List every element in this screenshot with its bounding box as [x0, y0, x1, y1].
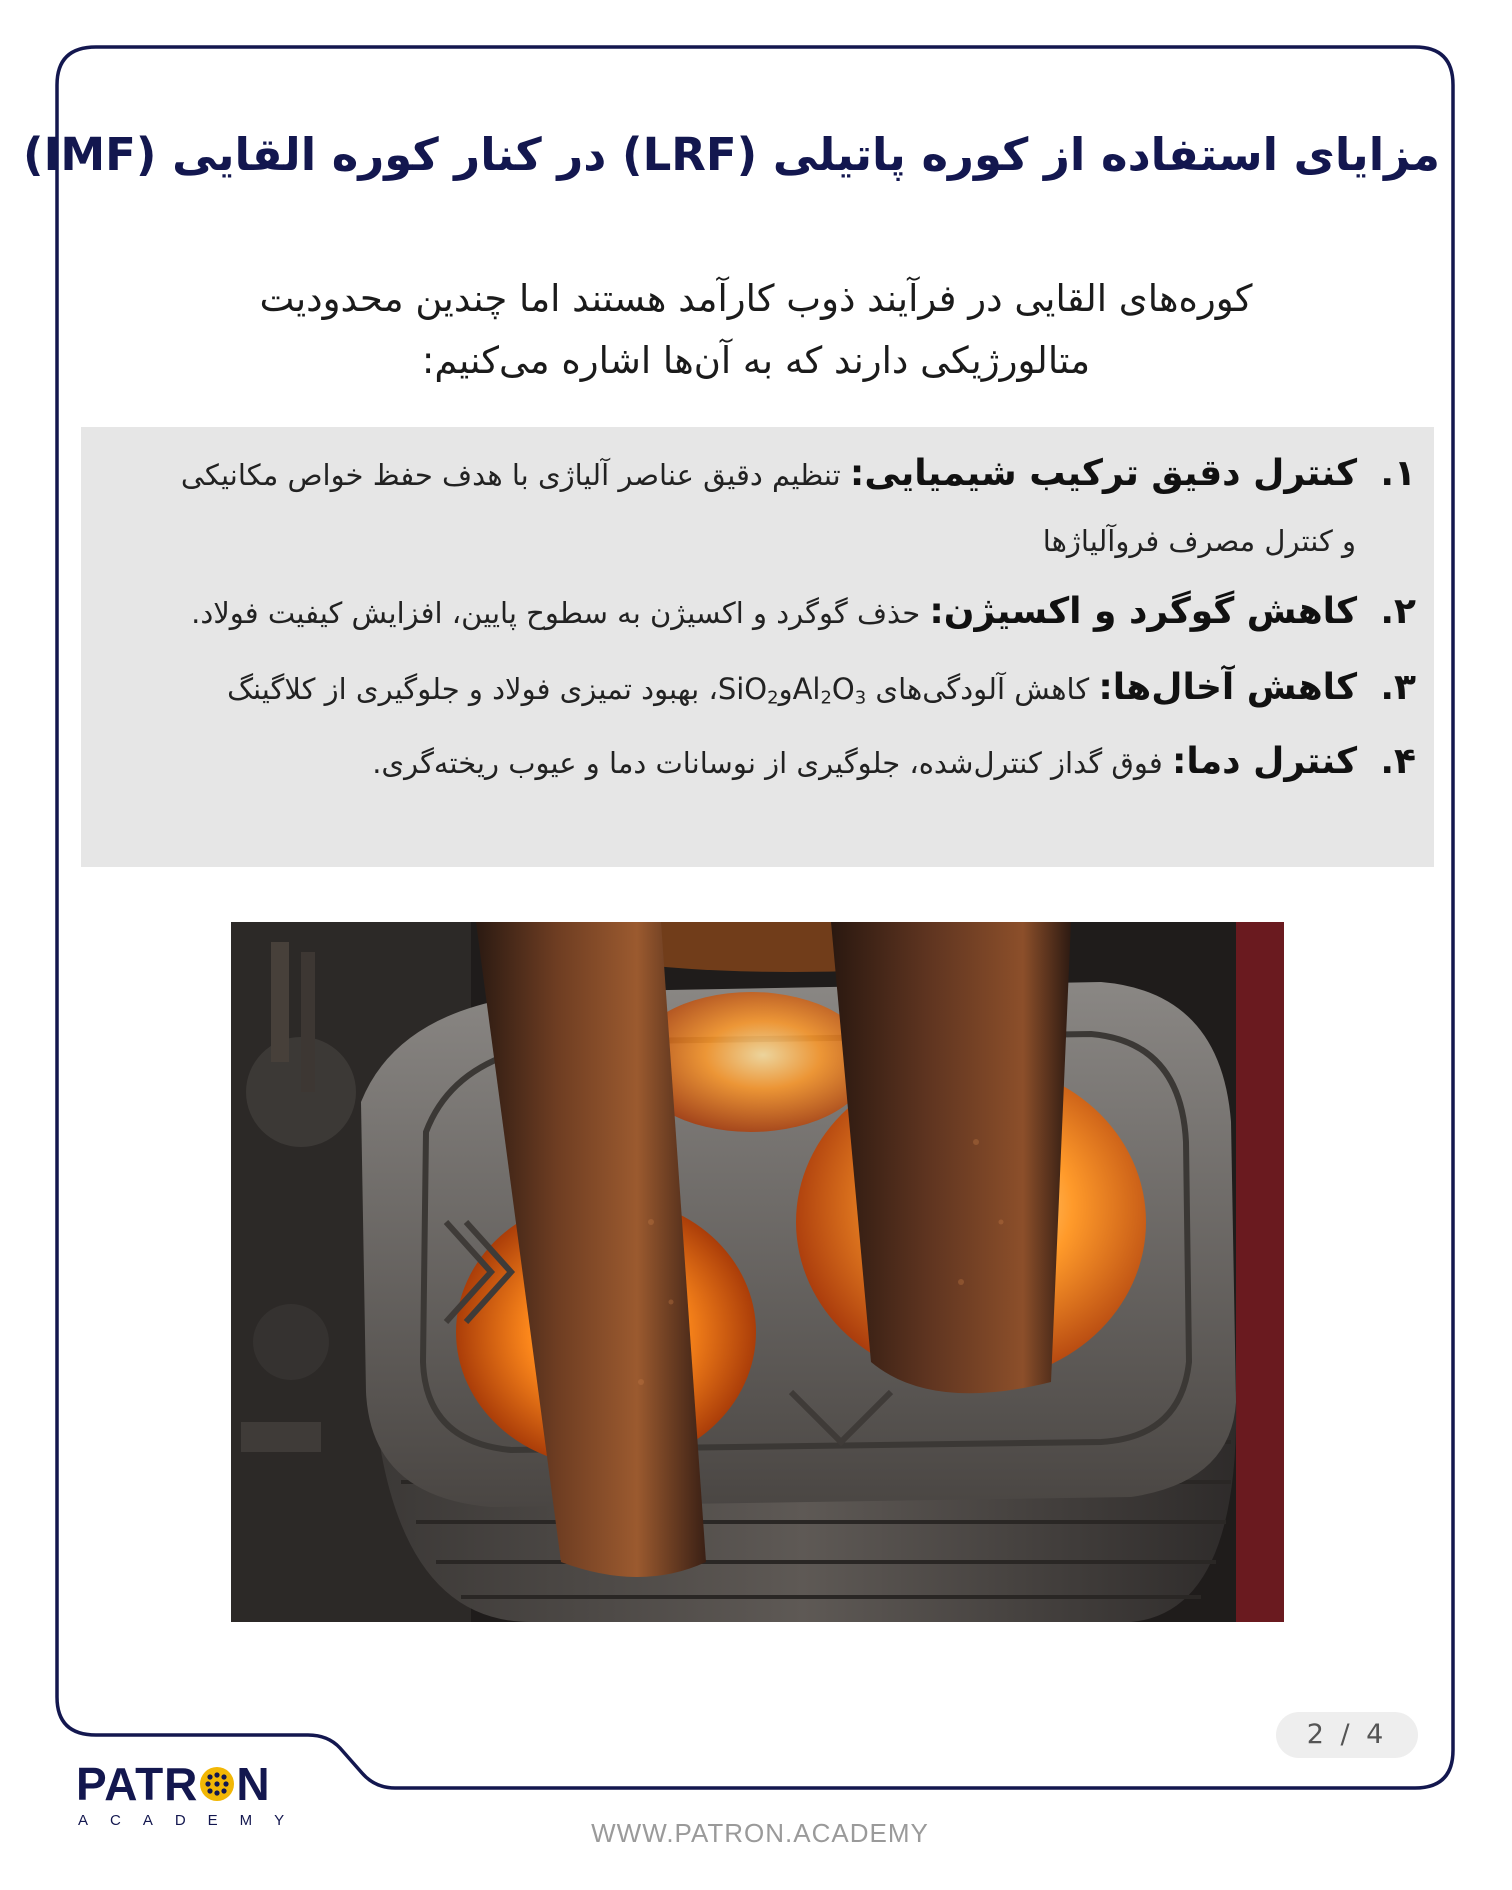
- list-number: ۱.: [1380, 453, 1416, 494]
- intro-line-2: متالورژیکی دارند که به آن‌ها اشاره می‌کنیم:: [421, 339, 1091, 382]
- list-heading: کاهش گوگرد و اکسیژن:: [929, 591, 1358, 632]
- list-number: ۳.: [1380, 667, 1416, 708]
- list-heading: کنترل دقیق ترکیب شیمیایی:: [849, 453, 1358, 494]
- list-heading: کاهش آخال‌ها:: [1098, 667, 1358, 708]
- logo-subtitle: ACADEMY: [78, 1812, 307, 1829]
- intro-paragraph: [140, 268, 1372, 392]
- list-text: حذف گوگرد و اکسیژن به سطوح پایین، افزایش کیفیت فولاد.: [191, 596, 921, 630]
- website-url[interactable]: WWW.PATRON.ACADEMY: [591, 1818, 929, 1848]
- chemical-formula-alumina: $Al_2O_3$: [792, 672, 867, 709]
- chemical-formula-silica: SiO$_2$: [717, 672, 779, 709]
- list-item: [86, 665, 1416, 721]
- list-text-continuation: و کنترل مصرف فروآلیاژها: [1042, 524, 1356, 558]
- patron-academy-logo: [76, 1758, 346, 1829]
- list-text: ، بهبود تمیزی فولاد و جلوگیری از کلاگینگ: [227, 672, 718, 706]
- page-indicator: 2 / 4: [1276, 1712, 1418, 1758]
- list-text: تنظیم دقیق عناصر آلیاژی با هدف حفظ خواص مکانیکی: [180, 458, 841, 492]
- page-title: مزایای استفاده از کوره پاتیلی (LRF) در کنار کوره القایی (IMF): [23, 128, 1440, 181]
- logo-wordmark: PATR N: [76, 1758, 271, 1810]
- logo-dotted-o-icon: [198, 1765, 236, 1803]
- list-joiner: و: [778, 672, 793, 706]
- furnace-photo: [231, 922, 1284, 1622]
- list-item: [86, 589, 1416, 636]
- list-item: [86, 451, 1416, 564]
- advantages-panel: [81, 427, 1434, 867]
- list-item: [86, 739, 1416, 786]
- list-number: ۴.: [1380, 741, 1416, 782]
- intro-line-1: کوره‌های القایی در فرآیند ذوب کارآمد هستند اما چندین محدودیت: [259, 277, 1253, 320]
- list-text: کاهش آلودگی‌های: [875, 672, 1090, 706]
- list-number: ۲.: [1380, 591, 1416, 632]
- list-text: فوق گداز کنترل‌شده، جلوگیری از نوسانات دما و عیوب ریخته‌گری.: [372, 746, 1163, 780]
- list-heading: کنترل دما:: [1171, 741, 1358, 782]
